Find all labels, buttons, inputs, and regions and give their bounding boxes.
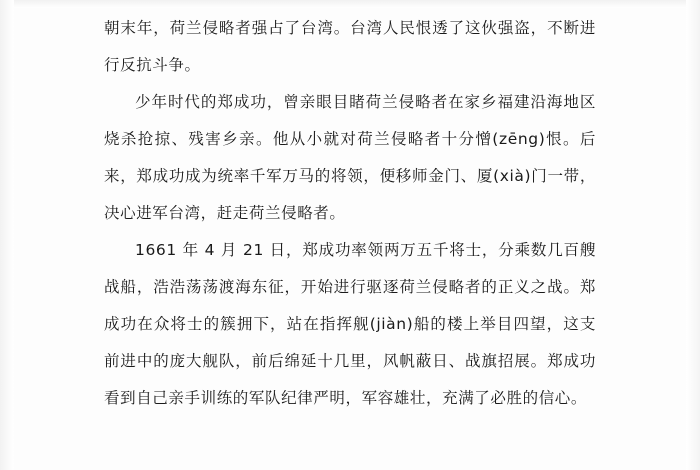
paragraph: 少年时代的郑成功，曾亲眼目睹荷兰侵略者在家乡福建沿海地区烧杀抢掠、残害乡亲。他从小就对荷兰侵略者十分憎(zēng)恨。后来，郑成功成为统率千军万马的将领，便移师金门、厦(xià)门一带，决心进军台湾，赶走荷兰侵略者。 bbox=[104, 93, 596, 222]
document-text-body bbox=[104, 10, 596, 417]
paragraph: 1661 年 4 月 21 日，郑成功率领两万五千将士，分乘数几百艘战船，浩浩荡荡渡海东征，开始进行驱逐荷兰侵略者的正义之战。郑成功在众将士的簇拥下，站在指挥舰(jiàn)船的楼上举目四望，这支前进中的庞大舰队，前后绵延十几里，风帆蔽日、战旗招展。郑成功看到自己亲手训练的军队纪律严明，军容雄壮，充满了必胜的信心。 bbox=[104, 241, 596, 407]
page-edge-top bbox=[0, 0, 700, 8]
paragraph: 朝末年，荷兰侵略者强占了台湾。台湾人民恨透了这伙强盗，不断进行反抗斗争。 bbox=[104, 19, 596, 74]
page-edge-right bbox=[686, 0, 700, 470]
page-edge-left bbox=[0, 0, 14, 470]
